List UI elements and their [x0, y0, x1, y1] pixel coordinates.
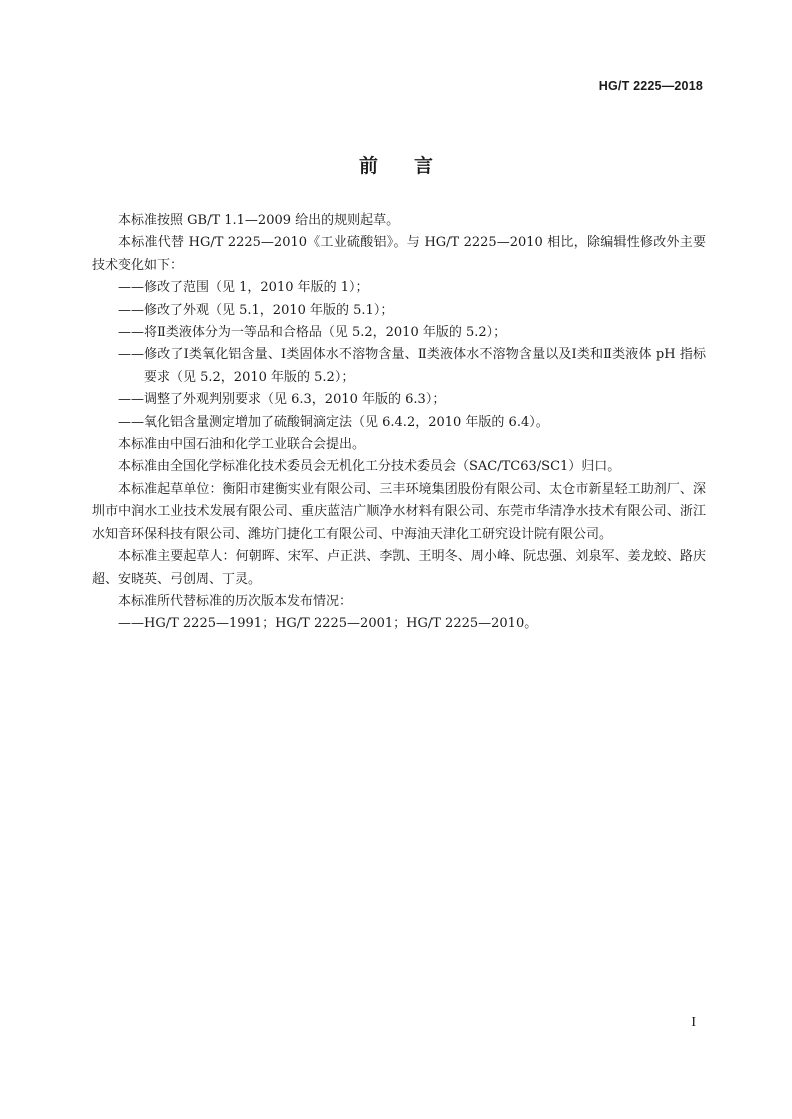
change-item: ——修改了外观（见 5.1，2010 年版的 5.1）； — [118, 302, 394, 318]
paragraph-replaces: 本标准代替 HG/T 2225—2010《工业硫酸铝》。与 HG/T 2225—2010 相比，除编辑性修改外主要技术变化如下： — [92, 235, 706, 273]
change-item: ——氧化铝含量测定增加了硫酸铜滴定法（见 6.4.2，2010 年版的 6.4）。 — [118, 414, 549, 430]
paragraph-history-intro: 本标准所代替标准的历次版本发布情况： — [118, 593, 353, 609]
change-item: ——将Ⅱ类液体分为一等品和合格品（见 5.2，2010 年版的 5.2）； — [118, 325, 507, 341]
foreword-body — [92, 210, 706, 636]
paragraph-drafting-units: 本标准起草单位：衡阳市建衡实业有限公司、三丰环境集团股份有限公司、太仓市新星轻工助剂厂、深圳市中润水工业技术发展有限公司、重庆蓝洁广顺净水材料有限公司、东莞市华清净水技术有限公司、浙江水知音环保科技有限公司、潍坊门捷化工有限公司、中海油天津化工研究设计院有限公司。 — [92, 481, 706, 542]
paragraph-administered-by: 本标准由全国化学标准化技术委员会无机化工分技术委员会（SAC/TC63/SC1）归口。 — [118, 459, 621, 475]
change-item: ——修改了Ⅰ类氧化铝含量、Ⅰ类固体水不溶物含量、Ⅱ类液体水不溶物含量以及Ⅰ类和Ⅱ类液体 pH 指标要求（见 5.2，2010 年版的 5.2）； — [118, 347, 706, 385]
paragraph-drafting-rules: 本标准按照 GB/T 1.1—2009 给出的规则起草。 — [118, 213, 400, 228]
paragraph-drafters: 本标准主要起草人：何朝晖、宋军、卢正洪、李凯、王明冬、周小峰、阮忠强、刘泉军、姜龙蛟、路庆超、安晓英、弓创周、丁灵。 — [92, 549, 706, 587]
page-number: I — [691, 1015, 696, 1030]
title-char-1: 前 — [358, 155, 378, 177]
history-item: ——HG/T 2225—1991；HG/T 2225—2001；HG/T 2225—2010。 — [118, 616, 538, 632]
change-item: ——修改了范围（见 1，2010 年版的 1）； — [118, 280, 369, 296]
paragraph-proposed-by: 本标准由中国石油和化学工业联合会提出。 — [118, 437, 366, 453]
page-title — [0, 151, 792, 178]
title-char-2: 言 — [414, 155, 434, 177]
standard-code: HG/T 2225—2018 — [598, 79, 703, 93]
change-item: ——调整了外观判别要求（见 6.3，2010 年版的 6.3）； — [118, 392, 446, 408]
